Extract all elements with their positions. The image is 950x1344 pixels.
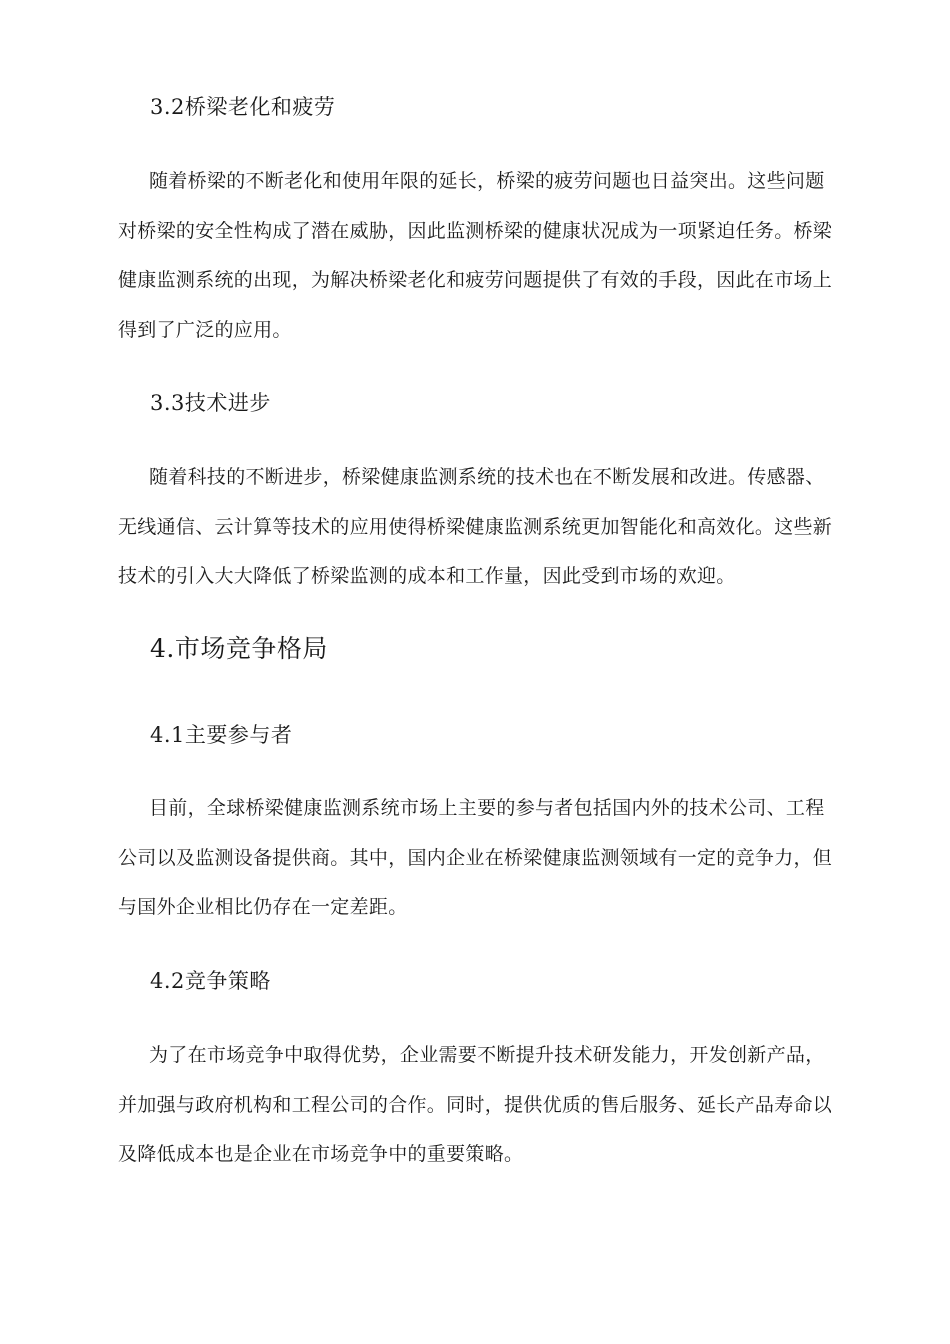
paragraph-3-2	[118, 157, 833, 355]
section-heading-3-3: 3.3技术进步	[150, 391, 271, 415]
paragraph-line: 随着科技的不断进步，桥梁健康监测系统的技术也在不断发展和改进。传感器、	[149, 466, 825, 488]
paragraph-line: 与国外企业相比仍存在一定差距。	[118, 896, 408, 918]
paragraph-line: 目前，全球桥梁健康监测系统市场上主要的参与者包括国内外的技术公司、工程	[149, 797, 825, 819]
paragraph-line: 无线通信、云计算等技术的应用使得桥梁健康监测系统更加智能化和高效化。这些新	[118, 515, 833, 538]
paragraph-3-3	[118, 453, 833, 602]
paragraph-line: 及降低成本也是企业在市场竞争中的重要策略。	[118, 1143, 524, 1165]
section-heading-3-2: 3.2桥梁老化和疲劳	[150, 95, 336, 119]
paragraph-line: 对桥梁的安全性构成了潜在威胁，因此监测桥梁的健康状况成为一项紧迫任务。桥梁	[118, 219, 833, 242]
section-heading-4-1: 4.1主要参与者	[150, 723, 293, 747]
chapter-heading-4: 4.市场竞争格局	[150, 634, 328, 663]
paragraph-line: 得到了广泛的应用。	[118, 318, 292, 341]
section-heading-4-2: 4.2竞争策略	[150, 969, 271, 993]
paragraph-line: 公司以及监测设备提供商。其中，国内企业在桥梁健康监测领域有一定的竞争力，但	[118, 846, 833, 869]
paragraph-line: 并加强与政府机构和工程公司的合作。同时，提供优质的售后服务、延长产品寿命以	[118, 1093, 833, 1116]
paragraph-line: 为了在市场竞争中取得优势，企业需要不断提升技术研发能力，开发创新产品，	[149, 1044, 825, 1066]
paragraph-4-2	[118, 1031, 833, 1180]
paragraph-4-1	[118, 784, 833, 933]
paragraph-line: 技术的引入大大降低了桥梁监测的成本和工作量，因此受到市场的欢迎。	[118, 565, 736, 587]
paragraph-line: 随着桥梁的不断老化和使用年限的延长，桥梁的疲劳问题也日益突出。这些问题	[149, 170, 825, 192]
paragraph-line: 健康监测系统的出现，为解决桥梁老化和疲劳问题提供了有效的手段，因此在市场上	[118, 269, 833, 291]
